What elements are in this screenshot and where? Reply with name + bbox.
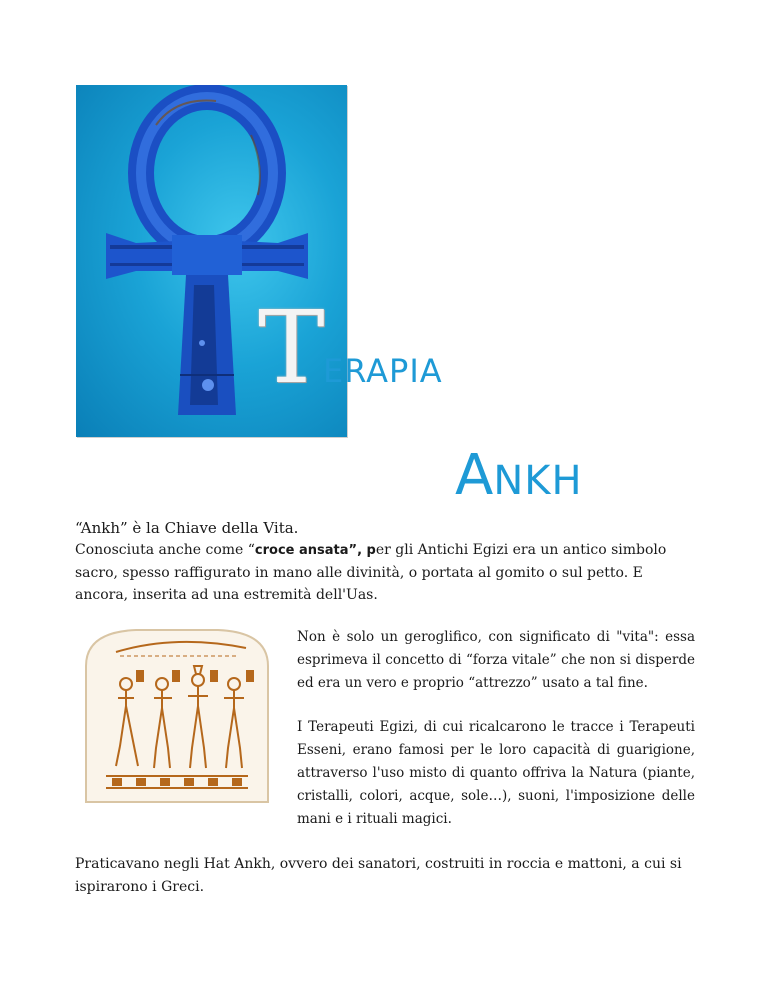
closing-text: Praticavano negli Hat Ankh, ovvero dei sanatori, costruiti in roccia e mattoni, a cui si ispirarono i Greci. (75, 856, 682, 895)
title-terapia-rest: ERAPIA (323, 352, 443, 390)
closing-paragraph (75, 853, 700, 899)
title-ankh-rest: NKH (493, 458, 583, 504)
column-paragraph-1: Non è solo un geroglifico, con significato di "vita": essa esprimeva il concetto di “forza vitale” che non si disperde ed era un vero e proprio “attrezzo” usato a tal fine. (297, 629, 695, 691)
stele-image (76, 626, 278, 804)
intro-line-1: “Ankh” è la Chiave della Vita. (75, 519, 299, 537)
column-paragraph-2: I Terapeuti Egizi, di cui ricalcarono le tracce i Terapeuti Esseni, erano famosi per le loro capacità di guarigione, attraverso l'uso misto di quanto offriva la Natura (piante, cristalli, colori, acque, sole…), suoni, l'imposizione delle mani e i rituali magici. (297, 719, 695, 827)
intro-text-after: er gli Antichi Egizi era un antico simbolo sacro, spesso raffigurato in mano alle divinità, o portata al gomito o sul petto. E ancora, inserita ad una estremità dell'Uas. (75, 542, 667, 603)
right-column (297, 626, 695, 852)
title-initial-t: T (258, 289, 325, 406)
title-ankh (455, 443, 583, 519)
title-ankh-initial: A (455, 443, 494, 508)
intro-line-2 (75, 539, 695, 606)
intro-text-before: Conosciuta anche come “ (75, 542, 255, 558)
intro-paragraph (75, 517, 695, 606)
intro-bold-croce-ansata: croce ansata”, p (254, 543, 376, 558)
egyptian-stele-drawing (76, 626, 278, 804)
